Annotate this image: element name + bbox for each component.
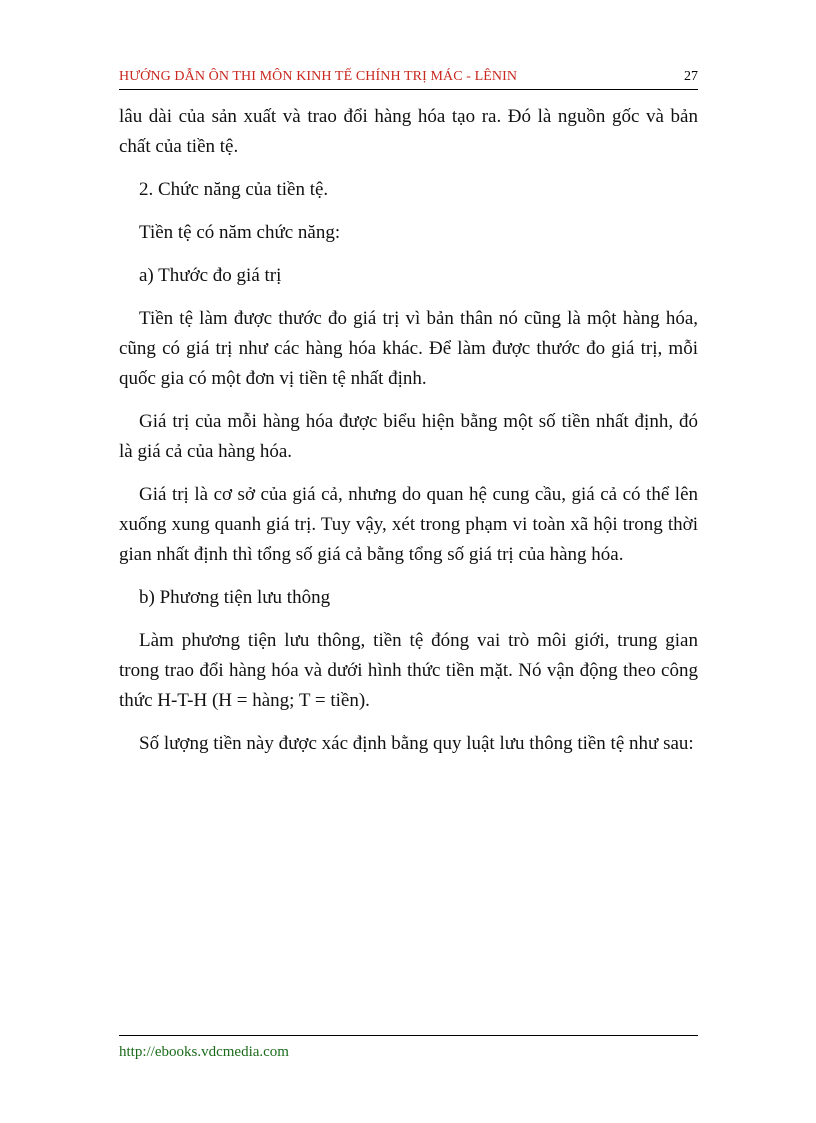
paragraph: Số lượng tiền này được xác định bằng quy luật lưu thông tiền tệ như sau: (139, 733, 694, 754)
paragraph: Làm phương tiện lưu thông, tiền tệ đóng vai trò môi giới, trung gian trong trao đổi hàng hóa và dưới hình thức tiền mặt. Nó vận động theo công thức H-T-H (H = hàng; T = tiền). (119, 630, 698, 711)
page-body (119, 102, 698, 772)
section-heading: 2. Chức năng của tiền tệ. (139, 179, 329, 200)
footer-divider (119, 1035, 698, 1036)
paragraph: Giá trị của mỗi hàng hóa được biểu hiện bằng một số tiền nhất định, đó là giá cả của hàng hóa. (119, 411, 698, 462)
footer-link[interactable]: http://ebooks.vdcmedia.com (119, 1044, 289, 1060)
paragraph: Tiền tệ có năm chức năng: (139, 222, 341, 243)
page-number: 27 (684, 69, 698, 84)
header-divider (119, 89, 698, 90)
header-title: HƯỚNG DẪN ÔN THI MÔN KINH TẾ CHÍNH TRỊ MÁC - LÊNIN (119, 69, 518, 84)
paragraph-continuation: lâu dài của sản xuất và trao đổi hàng hóa tạo ra. Đó là nguồn gốc và bản chất của tiền tệ. (119, 106, 698, 157)
subsection-heading: a) Thước đo giá trị (139, 265, 282, 286)
paragraph: Giá trị là cơ sở của giá cả, nhưng do quan hệ cung cầu, giá cả có thể lên xuống xung quanh giá trị. Tuy vậy, xét trong phạm vi toàn xã hội trong thời gian nhất định thì tổng số giá cả bằng tổng số giá trị của hàng hóa. (119, 484, 698, 565)
subsection-heading: b) Phương tiện lưu thông (139, 587, 331, 608)
paragraph: Tiền tệ làm được thước đo giá trị vì bản thân nó cũng là một hàng hóa, cũng có giá trị như các hàng hóa khác. Để làm được thước đo giá trị, mỗi quốc gia có một đơn vị tiền tệ nhất định. (119, 308, 698, 389)
page-header (119, 64, 698, 86)
